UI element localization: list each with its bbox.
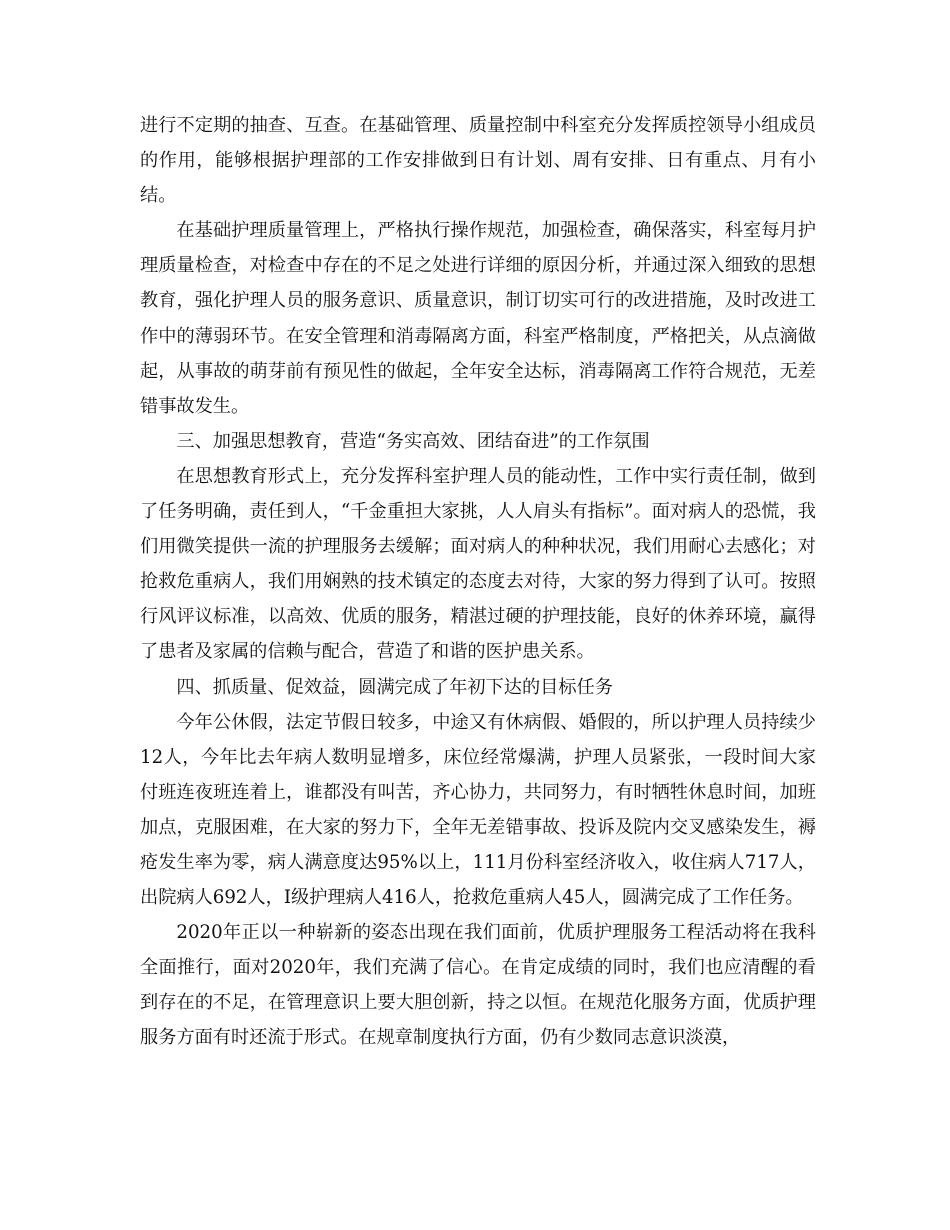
paragraph-continuation: 进行不定期的抽查、互查。在基础管理、质量控制中科室充分发挥质控领导小组成员的作用，能够根据护理部的工作安排做到日有计划、周有安排、日有重点、月有小结。 (140, 115, 816, 207)
section-heading-four: 四、抓质量、促效益，圆满完成了年初下达的目标任务 (176, 676, 613, 698)
paragraph-quality-management: 在基础护理质量管理上，严格执行操作规范，加强检查，确保落实，科室每月护理质量检查，对检查中存在的不足之处进行详细的原因分析，并通过深入细致的思想教育，强化护理人员的服务意识、质量意识，制订切实可行的改进措施，及时改进工作中的薄弱环节。在安全管理和消毒隔离方面，科室严格制度，严格把关，从点滴做起，从事故的萌芽前有预见性的做起，全年安全达标，消毒隔离工作符合规范，无差错事故发生。 (140, 220, 816, 417)
paragraph-targets-completed: 今年公休假，法定节假日较多，中途又有休病假、婚假的，所以护理人员持续少12人，今年比去年病人数明显增多，床位经常爆满，护理人员紧张，一段时间大家付班连夜班连着上，谁都没有叫苦，齐心协力，共同努力，有时牺牲休息时间，加班加点，克服困难，在大家的努力下，全年无差错事故、投诉及院内交叉感染发生，褥疮发生率为零，病人满意度达95%以上，111月份科室经济收入，收住病人717人，出院病人692人，Ⅰ级护理病人416人，抢救危重病人45人，圆满完成了工作任务。 (140, 711, 816, 909)
paragraph-ideological-education: 在思想教育形式上，充分发挥科室护理人员的能动性，工作中实行责任制，做到了任务明确，责任到人，“千金重担大家挑，人人肩头有指标”。面对病人的恐慌，我们用微笑提供一流的护理服务去缓解；面对病人的种种状况，我们用耐心去感化；对抢救危重病人，我们用娴熟的技术镇定的态度去对待，大家的努力得到了认可。按照行风评议标准，以高效、优质的服务，精湛过硬的护理技能，良好的休养环境，赢得了患者及家属的信赖与配合，营造了和谐的医护患关系。 (140, 465, 816, 663)
document-body (140, 108, 816, 1056)
section-heading-three: 三、加强思想教育，营造“务实高效、团结奋进”的工作氛围 (176, 430, 650, 452)
paragraph-outlook-2020: 2020年正以一种崭新的姿态出现在我们面前，优质护理服务工程活动将在我科全面推行，面对2020年，我们充满了信心。在肯定成绩的同时，我们也应清醒的看到存在的不足，在管理意识上要大胆创新，持之以恒。在规范化服务方面，优质护理服务方面有时还流于形式。在规章制度执行方面，仍有少数同志意识淡漠， (140, 922, 816, 1049)
